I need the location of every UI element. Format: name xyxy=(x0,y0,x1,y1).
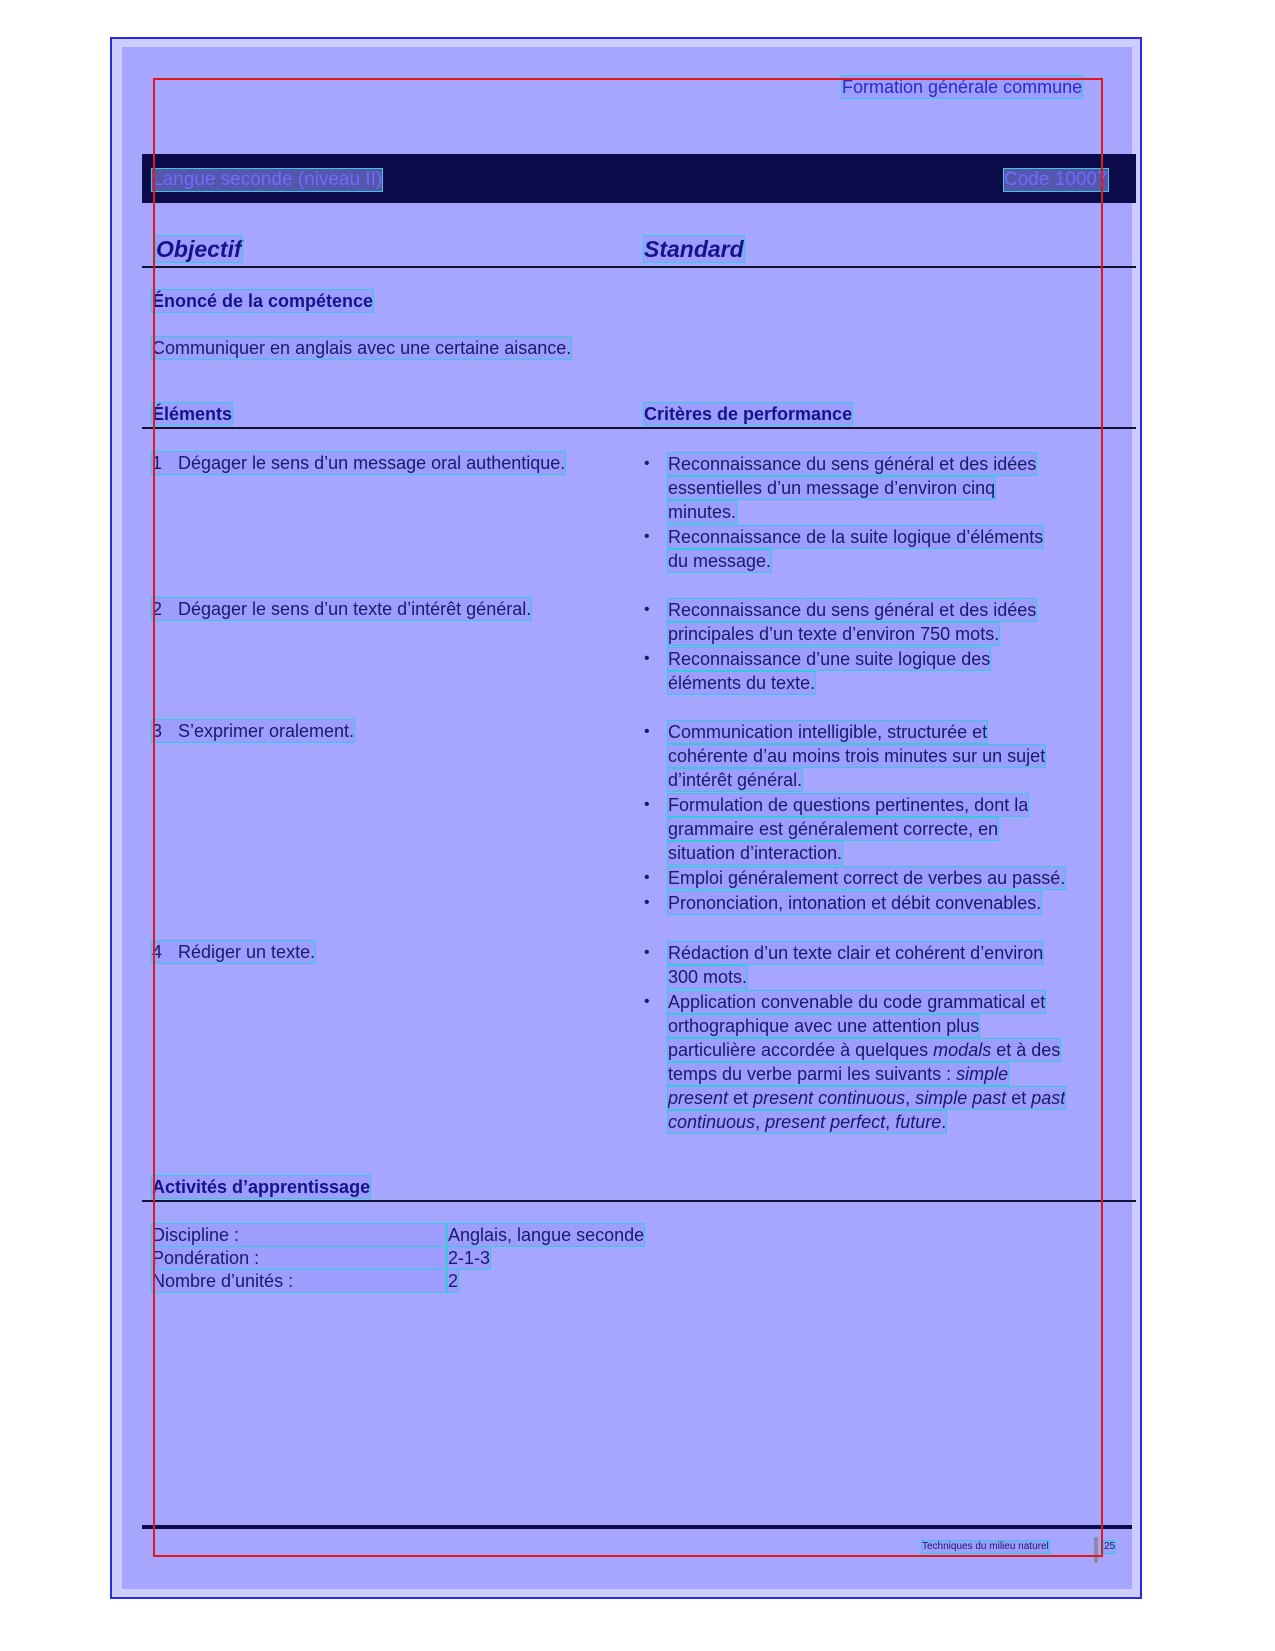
element-text: Dégager le sens d’un message oral authentique. xyxy=(178,453,566,473)
criterion-line: Communication intelligible, structurée et xyxy=(668,722,988,742)
bullet-icon: • xyxy=(644,601,650,618)
competence-text: Communiquer en anglais avec une certaine aisance. xyxy=(152,338,572,358)
criterion-line: Emploi généralement correct de verbes au passé. xyxy=(668,868,1066,888)
criterion-line: orthographique avec une attention plus xyxy=(668,1016,980,1036)
course-code: Code 10007 xyxy=(1004,169,1108,190)
bullet-icon: • xyxy=(644,650,650,667)
bullet-icon: • xyxy=(644,944,650,961)
criterion-line: Application convenable du code grammatical et xyxy=(668,992,1046,1012)
element-number: 1 xyxy=(152,453,163,473)
competence-heading: Énoncé de la compétence xyxy=(152,291,374,311)
criterion-line: Formulation de questions pertinentes, dont la xyxy=(668,795,1029,815)
element-number: 2 xyxy=(152,599,163,619)
criterion-line: cohérente d’au moins trois minutes sur un sujet xyxy=(668,746,1046,766)
course-title: Langue seconde (niveau II) xyxy=(152,169,383,190)
section-title: Formation générale commune xyxy=(842,77,1083,97)
criterion-line: Prononciation, intonation et débit convenables. xyxy=(668,893,1042,913)
criterion-line: d’intérêt général. xyxy=(668,770,803,790)
element-text: Dégager le sens d’un texte d’intérêt général. xyxy=(178,599,532,619)
units-label: Nombre d’unités : xyxy=(152,1270,446,1292)
activities-heading: Activités d’apprentissage xyxy=(152,1177,371,1197)
criterion-line: essentielles d’un message d’environ cinq xyxy=(668,478,996,498)
element-number: 4 xyxy=(152,942,163,962)
criterion-line: Reconnaissance d’une suite logique des xyxy=(668,649,991,669)
elements-heading: Éléments xyxy=(152,404,233,424)
criterion-line: éléments du texte. xyxy=(668,673,816,693)
criterion-line: present et present continuous, simple past et past xyxy=(668,1088,1066,1108)
units-value: 2 xyxy=(448,1271,459,1291)
criterion-line: particulière accordée à quelques modals et à des xyxy=(668,1040,1061,1060)
criterion-line: situation d’interaction. xyxy=(668,843,843,863)
criterion-line: Rédaction d’un texte clair et cohérent d’environ xyxy=(668,943,1044,963)
bullet-icon: • xyxy=(644,528,650,545)
objective-column-heading: Objectif xyxy=(156,236,242,262)
ponderation-label: Pondération : xyxy=(152,1247,446,1269)
discipline-value: Anglais, langue seconde xyxy=(448,1225,645,1245)
footer-program: Techniques du milieu naturel xyxy=(922,1541,1049,1552)
content-frame xyxy=(153,78,1103,1557)
bullet-icon: • xyxy=(644,993,650,1010)
element-number: 3 xyxy=(152,721,163,741)
criterion-line: temps du verbe parmi les suivants : simple xyxy=(668,1064,1009,1084)
bullet-icon: • xyxy=(644,869,650,886)
criterion-line: Reconnaissance du sens général et des idées xyxy=(668,600,1037,620)
bullet-icon: • xyxy=(644,796,650,813)
bullet-icon: • xyxy=(644,455,650,472)
criteria-heading: Critères de performance xyxy=(644,404,853,424)
element-text: S’exprimer oralement. xyxy=(178,721,355,741)
criterion-line: 300 mots. xyxy=(668,967,748,987)
criterion-line: Reconnaissance de la suite logique d’éléments xyxy=(668,527,1044,547)
criterion-line: du message. xyxy=(668,551,772,571)
element-text: Rédiger un texte. xyxy=(178,942,316,962)
bullet-icon: • xyxy=(644,894,650,911)
criterion-line: principales d’un texte d’environ 750 mots. xyxy=(668,624,1000,644)
criterion-line: continuous, present perfect, future. xyxy=(668,1112,947,1132)
criterion-line: grammaire est généralement correcte, en xyxy=(668,819,999,839)
bullet-icon: • xyxy=(644,723,650,740)
criterion-line: minutes. xyxy=(668,502,737,522)
ponderation-value: 2-1-3 xyxy=(448,1248,491,1268)
discipline-label: Discipline : xyxy=(152,1224,446,1246)
criterion-line: Reconnaissance du sens général et des idées xyxy=(668,454,1037,474)
page-number: 25 xyxy=(1104,1541,1116,1552)
standard-column-heading: Standard xyxy=(644,236,744,262)
